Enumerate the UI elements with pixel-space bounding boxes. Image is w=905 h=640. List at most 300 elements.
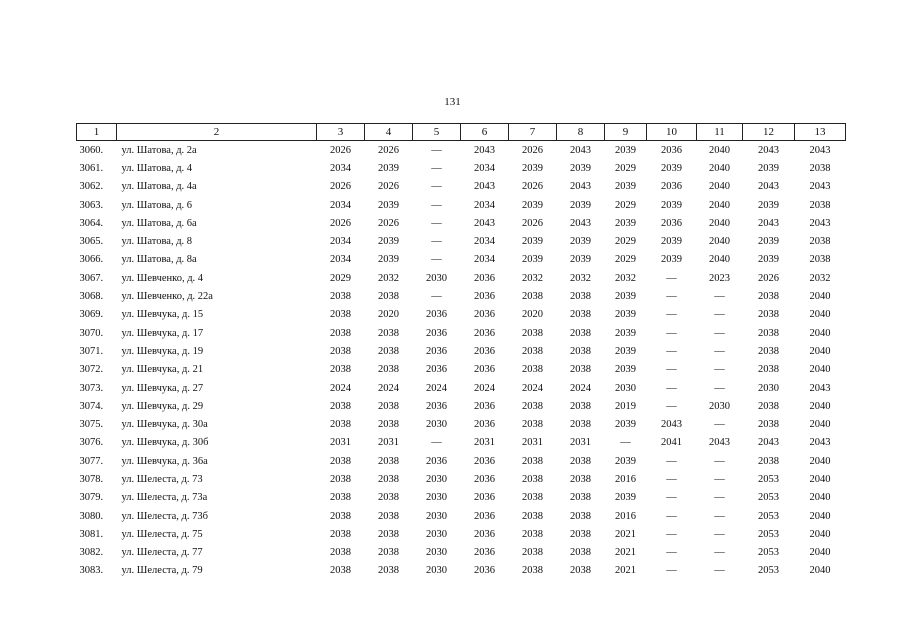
- address-cell: ул. Шелеста, д. 73б: [121, 510, 208, 522]
- year-cell: 2039: [522, 199, 543, 211]
- year-cell: 2039: [615, 419, 636, 431]
- year-cell: 2026: [522, 144, 543, 156]
- year-cell: 2040: [809, 455, 831, 467]
- year-cell: 2020: [378, 309, 399, 321]
- year-cell: —: [431, 162, 442, 174]
- year-cell: —: [714, 309, 725, 321]
- table-row: [77, 379, 846, 397]
- year-cell: 2040: [809, 345, 831, 357]
- year-cell: 2038: [570, 400, 591, 412]
- year-cell: 2024: [474, 382, 495, 394]
- year-cell: 2032: [615, 272, 636, 284]
- table-row: [77, 342, 846, 360]
- address-cell: ул. Шелеста, д. 75: [121, 528, 203, 540]
- year-cell: 2043: [474, 217, 495, 229]
- table-row: [77, 178, 846, 196]
- year-cell: 2038: [570, 455, 591, 467]
- year-cell: 2040: [809, 400, 831, 412]
- year-cell: 2043: [809, 217, 831, 229]
- table-row: [77, 397, 846, 415]
- year-cell: 2039: [378, 162, 399, 174]
- year-cell: —: [431, 144, 442, 156]
- year-cell: 2036: [474, 291, 495, 303]
- year-cell: 2038: [330, 309, 351, 321]
- year-cell: 2043: [809, 181, 831, 193]
- table-row: [77, 141, 846, 160]
- row-number: 3062.: [79, 181, 104, 193]
- address-cell: ул. Шевчука, д. 17: [121, 327, 204, 339]
- year-cell: 2038: [330, 291, 351, 303]
- column-header-2: 2: [117, 124, 317, 141]
- year-cell: 2038: [522, 492, 543, 504]
- year-cell: 2040: [809, 528, 831, 540]
- year-cell: 2053: [758, 547, 779, 559]
- year-cell: 2038: [330, 565, 351, 577]
- table-row: [77, 324, 846, 342]
- year-cell: —: [714, 291, 725, 303]
- year-cell: 2043: [709, 437, 730, 449]
- year-cell: 2038: [758, 419, 779, 431]
- year-cell: 2043: [474, 144, 495, 156]
- year-cell: 2034: [474, 254, 495, 266]
- row-number: 3063.: [79, 199, 104, 211]
- year-cell: 2021: [615, 565, 636, 577]
- year-cell: 2024: [426, 382, 447, 394]
- year-cell: 2026: [330, 144, 351, 156]
- table-row: [77, 470, 846, 488]
- year-cell: 2039: [615, 364, 636, 376]
- row-number: 3075.: [79, 419, 104, 431]
- address-cell: ул. Шевченко, д. 4: [121, 272, 204, 284]
- year-cell: 2053: [758, 473, 779, 485]
- year-cell: 2021: [615, 528, 636, 540]
- year-cell: 2038: [330, 547, 351, 559]
- year-cell: 2053: [758, 492, 779, 504]
- year-cell: 2029: [615, 254, 636, 266]
- year-cell: 2038: [570, 492, 591, 504]
- table-row: [77, 159, 846, 177]
- year-cell: 2040: [809, 327, 831, 339]
- year-cell: 2026: [758, 272, 779, 284]
- row-number: 3074.: [79, 400, 104, 412]
- year-cell: —: [666, 272, 677, 284]
- year-cell: 2039: [615, 345, 636, 357]
- address-cell: ул. Шевчука, д. 30б: [121, 437, 209, 449]
- table-row: [77, 507, 846, 525]
- year-cell: 2039: [758, 254, 779, 266]
- year-cell: 2036: [474, 473, 495, 485]
- year-cell: 2034: [474, 236, 495, 248]
- year-cell: 2039: [661, 254, 682, 266]
- year-cell: 2029: [615, 236, 636, 248]
- column-header-10: 10: [647, 124, 697, 141]
- year-cell: 2039: [570, 199, 591, 211]
- year-cell: 2043: [758, 181, 779, 193]
- year-cell: 2039: [615, 217, 636, 229]
- year-cell: 2038: [758, 345, 779, 357]
- address-cell: ул. Шевчука, д. 15: [121, 309, 204, 321]
- year-cell: —: [714, 419, 725, 431]
- address-cell: ул. Шатова, д. 4: [121, 162, 193, 174]
- year-cell: 2036: [474, 547, 495, 559]
- year-cell: 2034: [330, 162, 351, 174]
- year-cell: 2039: [615, 181, 636, 193]
- year-cell: —: [714, 364, 725, 376]
- row-number: 3080.: [79, 510, 104, 522]
- year-cell: 2036: [474, 345, 495, 357]
- year-cell: 2036: [426, 327, 447, 339]
- year-cell: 2038: [330, 528, 351, 540]
- year-cell: 2036: [661, 144, 682, 156]
- year-cell: 2040: [809, 510, 831, 522]
- year-cell: 2038: [522, 547, 543, 559]
- year-cell: —: [666, 345, 677, 357]
- year-cell: —: [714, 455, 725, 467]
- address-cell: ул. Шелеста, д. 79: [121, 565, 203, 577]
- table-row: [77, 562, 846, 580]
- row-number: 3082.: [79, 547, 104, 559]
- row-number: 3070.: [79, 327, 104, 339]
- year-cell: 2038: [378, 419, 399, 431]
- year-cell: 2040: [809, 473, 831, 485]
- year-cell: 2036: [474, 565, 495, 577]
- year-cell: 2036: [474, 419, 495, 431]
- year-cell: 2038: [570, 419, 591, 431]
- year-cell: 2039: [570, 254, 591, 266]
- page-number: 131: [444, 96, 461, 108]
- table-row: [77, 544, 846, 562]
- year-cell: 2038: [378, 547, 399, 559]
- row-number: 3073.: [79, 382, 104, 394]
- address-cell: ул. Шелеста, д. 73а: [121, 492, 208, 504]
- row-number: 3067.: [79, 272, 104, 284]
- year-cell: 2038: [809, 199, 831, 211]
- year-cell: 2038: [758, 309, 779, 321]
- year-cell: 2043: [809, 437, 831, 449]
- year-cell: 2036: [474, 364, 495, 376]
- year-cell: 2031: [522, 437, 543, 449]
- year-cell: 2038: [522, 565, 543, 577]
- year-cell: 2036: [474, 400, 495, 412]
- address-cell: ул. Шевчука, д. 30а: [121, 419, 208, 431]
- year-cell: 2039: [570, 162, 591, 174]
- year-cell: 2038: [809, 254, 831, 266]
- year-cell: —: [666, 565, 677, 577]
- year-cell: —: [620, 437, 631, 449]
- year-cell: 2030: [615, 382, 636, 394]
- table-row: [77, 196, 846, 214]
- year-cell: 2019: [615, 400, 636, 412]
- year-cell: 2036: [474, 510, 495, 522]
- row-number: 3083.: [79, 565, 104, 577]
- year-cell: 2038: [570, 364, 591, 376]
- year-cell: 2040: [709, 162, 730, 174]
- year-cell: 2036: [426, 309, 447, 321]
- year-cell: —: [431, 437, 442, 449]
- year-cell: 2030: [426, 547, 447, 559]
- year-cell: 2038: [522, 400, 543, 412]
- year-cell: 2034: [330, 199, 351, 211]
- year-cell: 2034: [474, 199, 495, 211]
- table-row: [77, 525, 846, 543]
- year-cell: 2038: [378, 473, 399, 485]
- year-cell: 2036: [474, 528, 495, 540]
- column-header-5: 5: [413, 124, 461, 141]
- year-cell: 2021: [615, 547, 636, 559]
- row-number: 3079.: [79, 492, 104, 504]
- row-number: 3071.: [79, 345, 104, 357]
- year-cell: 2031: [474, 437, 495, 449]
- year-cell: 2038: [570, 345, 591, 357]
- year-cell: 2039: [378, 254, 399, 266]
- year-cell: 2039: [758, 236, 779, 248]
- year-cell: 2040: [709, 181, 730, 193]
- year-cell: 2038: [378, 528, 399, 540]
- year-cell: 2038: [378, 455, 399, 467]
- year-cell: —: [666, 291, 677, 303]
- year-cell: 2038: [758, 455, 779, 467]
- year-cell: 2031: [378, 437, 399, 449]
- year-cell: 2030: [426, 473, 447, 485]
- year-cell: 2040: [709, 144, 730, 156]
- row-number: 3066.: [79, 254, 104, 266]
- column-header-6: 6: [461, 124, 509, 141]
- year-cell: —: [666, 327, 677, 339]
- year-cell: 2040: [809, 565, 831, 577]
- year-cell: 2053: [758, 565, 779, 577]
- year-cell: 2024: [330, 382, 351, 394]
- year-cell: —: [714, 327, 725, 339]
- year-cell: 2043: [570, 217, 591, 229]
- year-cell: 2026: [522, 217, 543, 229]
- year-cell: —: [431, 254, 442, 266]
- year-cell: 2039: [661, 236, 682, 248]
- year-cell: 2020: [522, 309, 543, 321]
- column-header-11: 11: [697, 124, 743, 141]
- address-cell: ул. Шевчука, д. 29: [121, 400, 204, 412]
- year-cell: 2039: [378, 199, 399, 211]
- year-cell: 2039: [522, 236, 543, 248]
- year-cell: —: [666, 309, 677, 321]
- table-row: [77, 287, 846, 305]
- year-cell: 2036: [426, 345, 447, 357]
- year-cell: 2024: [378, 382, 399, 394]
- table-row: [77, 361, 846, 379]
- year-cell: —: [431, 236, 442, 248]
- year-cell: 2041: [661, 437, 682, 449]
- column-header-3: 3: [317, 124, 365, 141]
- year-cell: 2038: [522, 510, 543, 522]
- year-cell: 2030: [426, 528, 447, 540]
- year-cell: 2032: [522, 272, 543, 284]
- year-cell: 2039: [570, 236, 591, 248]
- year-cell: 2038: [330, 492, 351, 504]
- year-cell: 2038: [378, 565, 399, 577]
- year-cell: 2038: [522, 455, 543, 467]
- year-cell: 2038: [809, 162, 831, 174]
- year-cell: 2030: [426, 419, 447, 431]
- year-cell: 2039: [615, 291, 636, 303]
- year-cell: 2026: [522, 181, 543, 193]
- column-header-9: 9: [605, 124, 647, 141]
- year-cell: —: [714, 473, 725, 485]
- year-cell: 2038: [758, 400, 779, 412]
- address-cell: ул. Шевченко, д. 22а: [121, 291, 213, 303]
- year-cell: 2030: [426, 492, 447, 504]
- year-cell: 2038: [378, 510, 399, 522]
- year-cell: 2040: [809, 291, 831, 303]
- year-cell: 2038: [809, 236, 831, 248]
- year-cell: 2039: [661, 199, 682, 211]
- year-cell: 2026: [330, 181, 351, 193]
- year-cell: 2016: [615, 473, 636, 485]
- row-number: 3077.: [79, 455, 104, 467]
- year-cell: 2026: [330, 217, 351, 229]
- year-cell: —: [714, 345, 725, 357]
- year-cell: —: [666, 382, 677, 394]
- column-header-13: 13: [795, 124, 846, 141]
- year-cell: 2040: [809, 419, 831, 431]
- header-row: [77, 124, 846, 141]
- year-cell: 2043: [809, 144, 831, 156]
- year-cell: 2036: [426, 455, 447, 467]
- year-cell: 2038: [522, 419, 543, 431]
- row-number: 3064.: [79, 217, 104, 229]
- year-cell: 2038: [330, 473, 351, 485]
- year-cell: 2038: [570, 528, 591, 540]
- year-cell: 2038: [570, 327, 591, 339]
- table-row: [77, 269, 846, 287]
- year-cell: —: [666, 510, 677, 522]
- year-cell: —: [666, 400, 677, 412]
- year-cell: 2039: [661, 162, 682, 174]
- year-cell: —: [431, 217, 442, 229]
- year-cell: 2043: [758, 144, 779, 156]
- year-cell: 2029: [330, 272, 351, 284]
- year-cell: 2030: [426, 565, 447, 577]
- year-cell: 2038: [522, 528, 543, 540]
- year-cell: 2038: [522, 345, 543, 357]
- year-cell: —: [714, 547, 725, 559]
- row-number: 3072.: [79, 364, 104, 376]
- year-cell: 2040: [809, 492, 831, 504]
- year-cell: 2038: [522, 473, 543, 485]
- year-cell: —: [714, 528, 725, 540]
- address-cell: ул. Шевчука, д. 27: [121, 382, 204, 394]
- address-cell: ул. Шелеста, д. 77: [121, 547, 203, 559]
- year-cell: 2039: [378, 236, 399, 248]
- table-row: [77, 452, 846, 470]
- year-cell: 2038: [378, 364, 399, 376]
- year-cell: 2038: [330, 364, 351, 376]
- year-cell: 2026: [378, 181, 399, 193]
- year-cell: 2040: [709, 199, 730, 211]
- year-cell: 2036: [474, 309, 495, 321]
- year-cell: 2038: [378, 291, 399, 303]
- row-number: 3061.: [79, 162, 104, 174]
- year-cell: 2040: [709, 254, 730, 266]
- year-cell: 2038: [330, 510, 351, 522]
- row-number: 3065.: [79, 236, 104, 248]
- year-cell: 2038: [330, 419, 351, 431]
- year-cell: —: [666, 492, 677, 504]
- year-cell: —: [666, 455, 677, 467]
- year-cell: 2040: [809, 309, 831, 321]
- table-row: [77, 214, 846, 232]
- column-header-7: 7: [509, 124, 557, 141]
- year-cell: 2024: [522, 382, 543, 394]
- year-cell: 2038: [330, 345, 351, 357]
- year-cell: —: [666, 547, 677, 559]
- year-cell: 2039: [522, 254, 543, 266]
- year-cell: 2016: [615, 510, 636, 522]
- year-cell: 2039: [615, 455, 636, 467]
- year-cell: —: [714, 382, 725, 394]
- year-cell: 2032: [809, 272, 831, 284]
- year-cell: 2038: [378, 327, 399, 339]
- year-cell: 2036: [661, 181, 682, 193]
- address-cell: ул. Шатова, д. 4а: [121, 181, 197, 193]
- table-body: [77, 141, 846, 581]
- address-cell: ул. Шатова, д. 6а: [121, 217, 197, 229]
- row-number: 3060.: [79, 144, 104, 156]
- schedule-table: [76, 123, 846, 580]
- year-cell: 2043: [570, 144, 591, 156]
- year-cell: 2036: [474, 327, 495, 339]
- address-cell: ул. Шевчука, д. 19: [121, 345, 204, 357]
- year-cell: 2032: [378, 272, 399, 284]
- year-cell: 2053: [758, 528, 779, 540]
- year-cell: 2038: [522, 364, 543, 376]
- year-cell: 2043: [758, 437, 779, 449]
- table-row: [77, 232, 846, 250]
- table-row: [77, 434, 846, 452]
- address-cell: ул. Шатова, д. 6: [121, 199, 193, 211]
- year-cell: 2053: [758, 510, 779, 522]
- row-number: 3069.: [79, 309, 104, 321]
- year-cell: —: [666, 473, 677, 485]
- year-cell: —: [714, 510, 725, 522]
- row-number: 3081.: [79, 528, 104, 540]
- year-cell: 2038: [522, 327, 543, 339]
- year-cell: 2038: [570, 309, 591, 321]
- year-cell: 2039: [758, 162, 779, 174]
- year-cell: 2039: [615, 309, 636, 321]
- year-cell: 2038: [570, 510, 591, 522]
- column-header-4: 4: [365, 124, 413, 141]
- year-cell: 2038: [378, 400, 399, 412]
- year-cell: 2038: [758, 327, 779, 339]
- year-cell: 2038: [378, 492, 399, 504]
- row-number: 3078.: [79, 473, 104, 485]
- year-cell: 2024: [570, 382, 591, 394]
- year-cell: —: [666, 364, 677, 376]
- year-cell: 2036: [661, 217, 682, 229]
- row-number: 3068.: [79, 291, 104, 303]
- year-cell: —: [431, 199, 442, 211]
- year-cell: 2038: [330, 455, 351, 467]
- table-row: [77, 415, 846, 433]
- year-cell: 2034: [330, 254, 351, 266]
- year-cell: 2038: [330, 327, 351, 339]
- year-cell: 2034: [330, 236, 351, 248]
- year-cell: 2030: [426, 510, 447, 522]
- year-cell: 2026: [378, 217, 399, 229]
- table-header: [77, 124, 846, 141]
- year-cell: 2040: [809, 364, 831, 376]
- year-cell: 2039: [615, 492, 636, 504]
- year-cell: 2031: [570, 437, 591, 449]
